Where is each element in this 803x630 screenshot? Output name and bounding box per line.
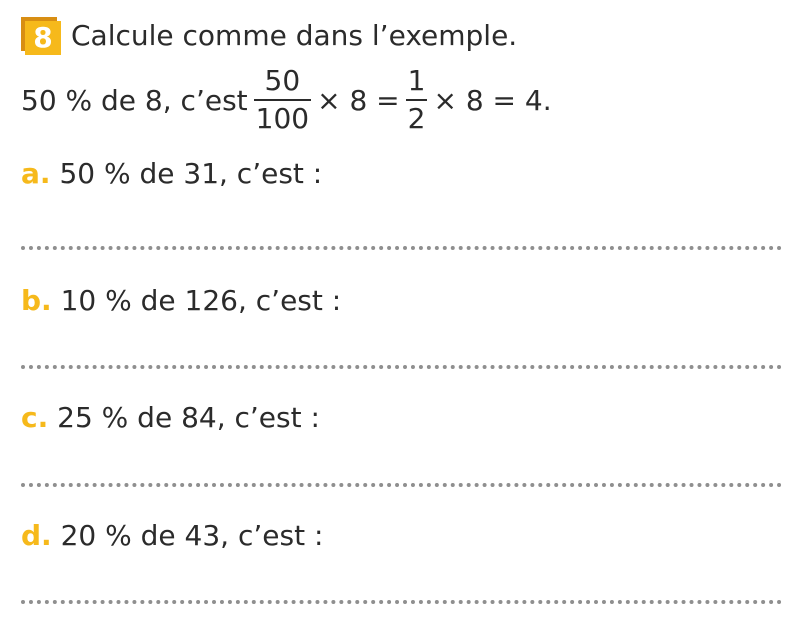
example-prefix: 50 % de 8, c’est xyxy=(21,83,248,117)
answer-line-c[interactable] xyxy=(21,483,782,487)
exercise-header xyxy=(21,16,517,56)
example-suffix: × 8 = 4. xyxy=(433,83,552,117)
question-letter: d. xyxy=(21,519,52,552)
question-text: 25 % de 84, c’est : xyxy=(57,401,320,434)
fraction-denominator: 2 xyxy=(407,102,426,135)
fraction-numerator: 50 xyxy=(264,64,301,97)
question-text: 10 % de 126, c’est : xyxy=(60,284,342,317)
question-letter: a. xyxy=(21,157,51,190)
answer-line-d[interactable] xyxy=(21,600,782,604)
exercise-number: 8 xyxy=(25,21,61,55)
fraction-1-over-2 xyxy=(406,65,428,135)
fraction-denominator: 100 xyxy=(255,102,310,135)
question-letter: c. xyxy=(21,401,49,434)
question-d xyxy=(21,516,323,556)
example-middle: × 8 = xyxy=(317,83,400,117)
question-letter: b. xyxy=(21,284,52,317)
exercise-number-badge xyxy=(21,17,61,55)
answer-line-b[interactable] xyxy=(21,365,782,369)
answer-line-a[interactable] xyxy=(21,246,782,250)
question-text: 20 % de 43, c’est : xyxy=(60,519,324,552)
question-text: 50 % de 31, c’est : xyxy=(59,157,323,190)
exercise-instruction: Calcule comme dans l’exemple. xyxy=(71,19,518,52)
fraction-50-over-100 xyxy=(254,65,311,135)
fraction-numerator: 1 xyxy=(407,64,426,97)
question-b xyxy=(21,281,341,321)
question-a xyxy=(21,154,322,194)
worked-example xyxy=(21,64,552,136)
question-c xyxy=(21,398,320,438)
